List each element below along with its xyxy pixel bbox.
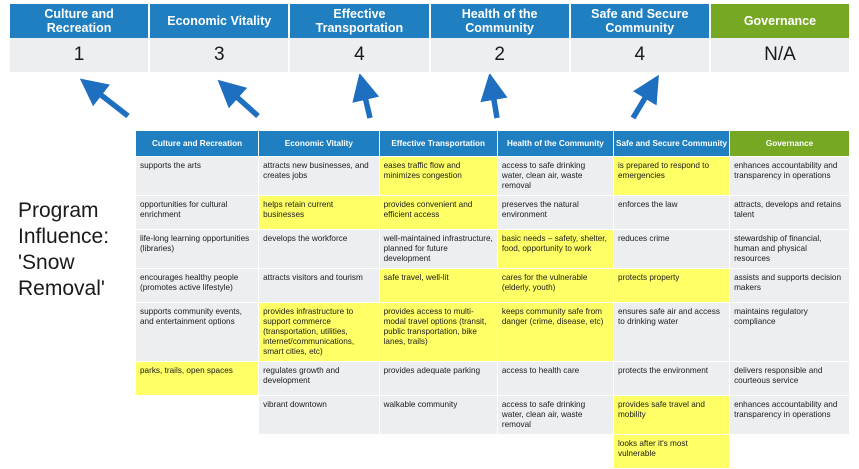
matrix-cell	[136, 396, 259, 435]
summary-header-row	[10, 4, 849, 38]
matrix-cell: maintains regulatory compliance	[730, 303, 849, 362]
matrix-cell: supports the arts	[136, 157, 259, 196]
summary-header-5: Governance	[711, 4, 849, 38]
matrix-cell: provides adequate parking	[379, 362, 497, 396]
matrix-cell: reduces crime	[613, 230, 729, 269]
summary-header-0: Culture and Recreation	[10, 4, 150, 38]
matrix-header-1: Economic Vitality	[259, 131, 379, 157]
table-row	[136, 230, 849, 269]
matrix-cell: access to health care	[497, 362, 613, 396]
matrix-cell-highlighted: protects property	[613, 269, 729, 303]
matrix-cell-highlighted: looks after it's most vulnerable	[613, 435, 729, 469]
summary-header-4: Safe and Secure Community	[571, 4, 711, 38]
matrix-cell: enforces the law	[613, 196, 729, 230]
matrix-cell-highlighted: cares for the vulnerable (elderly, youth)	[497, 269, 613, 303]
table-row	[136, 303, 849, 362]
matrix-cell-highlighted: parks, trails, open spaces	[136, 362, 259, 396]
matrix-cell-highlighted: provides access to multi-modal travel options (transit, public transportation, bike lanes, trails)	[379, 303, 497, 362]
matrix-cell	[379, 435, 497, 469]
matrix-header-4: Safe and Secure Community	[613, 131, 729, 157]
matrix-cell: enhances accountability and transparency in operations	[730, 396, 849, 435]
summary-score-row	[10, 38, 849, 72]
matrix-cell-highlighted: keeps community safe from danger (crime, disease, etc)	[497, 303, 613, 362]
matrix-cell: walkable community	[379, 396, 497, 435]
matrix-header-0: Culture and Recreation	[136, 131, 259, 157]
matrix-cell: attracts visitors and tourism	[259, 269, 379, 303]
strategic-priorities-matrix	[136, 131, 849, 469]
matrix-header-5: Governance	[730, 131, 849, 157]
matrix-cell: develops the workforce	[259, 230, 379, 269]
matrix-cell	[136, 435, 259, 469]
matrix-cell: supports community events, and entertainment options	[136, 303, 259, 362]
matrix-cell: access to safe drinking water, clean air, waste removal	[497, 396, 613, 435]
matrix-cell	[259, 435, 379, 469]
summary-score-1: 3	[150, 38, 290, 72]
table-row	[136, 362, 849, 396]
matrix-cell: encourages healthy people (promotes active lifestyle)	[136, 269, 259, 303]
summary-score-3: 2	[431, 38, 571, 72]
arrow-effective-transportation	[363, 88, 370, 118]
table-row	[136, 157, 849, 196]
matrix-cell	[497, 435, 613, 469]
summary-score-2: 4	[290, 38, 430, 72]
matrix-cell: enhances accountability and transparency in operations	[730, 157, 849, 196]
matrix-cell: assists and supports decision makers	[730, 269, 849, 303]
table-row	[136, 435, 849, 469]
matrix-cell: opportunities for cultural enrichment	[136, 196, 259, 230]
matrix-cell: well-maintained infrastructure, planned for future development	[379, 230, 497, 269]
summary-score-0: 1	[10, 38, 150, 72]
matrix-cell-highlighted: helps retain current businesses	[259, 196, 379, 230]
arrow-health-of-the-community	[492, 88, 497, 118]
matrix-cell-highlighted: provides convenient and efficient access	[379, 196, 497, 230]
matrix-cell: delivers responsible and courteous service	[730, 362, 849, 396]
matrix-cell: vibrant downtown	[259, 396, 379, 435]
arrow-economic-vitality	[229, 90, 258, 116]
matrix-cell: regulates growth and development	[259, 362, 379, 396]
matrix-cell-highlighted: is prepared to respond to emergencies	[613, 157, 729, 196]
summary-score-5: N/A	[764, 44, 796, 65]
matrix-cell-highlighted: eases traffic flow and minimizes congestion	[379, 157, 497, 196]
strategic-priorities-summary-band	[10, 4, 849, 72]
summary-header-3: Health of the Community	[431, 4, 571, 38]
matrix-cell: preserves the natural environment	[497, 196, 613, 230]
table-row	[136, 196, 849, 230]
matrix-cell: attracts new businesses, and creates jobs	[259, 157, 379, 196]
matrix-cell: attracts, develops and retains talent	[730, 196, 849, 230]
matrix-cell: life-long learning opportunities (libraries)	[136, 230, 259, 269]
matrix-cell-highlighted: provides infrastructure to support commerce (transportation, utilities, internet/communications, smart cities, etc)	[259, 303, 379, 362]
matrix-header-2: Effective Transportation	[379, 131, 497, 157]
influence-arrows-group	[0, 74, 859, 134]
matrix-cell-highlighted: safe travel, well-lit	[379, 269, 497, 303]
summary-header-1: Economic Vitality	[150, 4, 290, 38]
matrix-cell	[730, 435, 849, 469]
matrix-cell: ensures safe air and access to drinking water	[613, 303, 729, 362]
matrix-cell: protects the environment	[613, 362, 729, 396]
matrix-header-3: Health of the Community	[497, 131, 613, 157]
arrow-culture-and-recreation	[92, 88, 128, 116]
arrow-safe-and-secure-community	[633, 88, 651, 118]
matrix-cell-highlighted: provides safe travel and mobility	[613, 396, 729, 435]
matrix-cell-highlighted: basic needs – safety, shelter, food, opportunity to work	[497, 230, 613, 269]
table-row	[136, 269, 849, 303]
page-title: Program Influence: 'Snow Removal'	[18, 199, 110, 300]
table-row	[136, 396, 849, 435]
matrix-cell: access to safe drinking water, clean air, waste removal	[497, 157, 613, 196]
matrix-header-row	[136, 131, 849, 157]
matrix-cell: stewardship of financial, human and physical resources	[730, 230, 849, 269]
summary-header-2: Effective Transportation	[290, 4, 430, 38]
summary-score-4: 4	[571, 38, 711, 72]
